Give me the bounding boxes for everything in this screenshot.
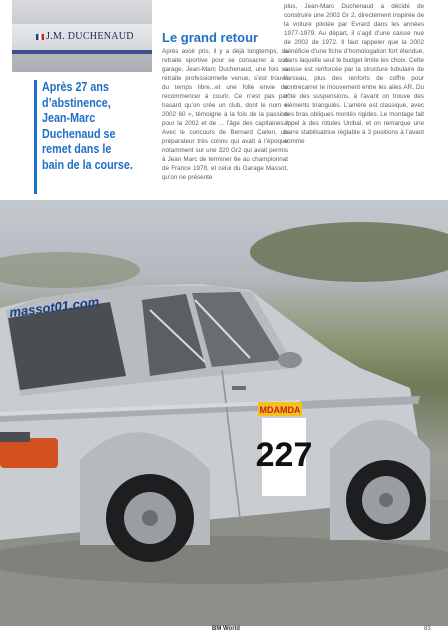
main-photo [0, 200, 448, 626]
pull-quote: Après 27 ans d’abstinence, Jean-Marc Duchenaud se remet dans le bain de la course. [42, 80, 133, 172]
inset-photo [12, 0, 152, 72]
race-number: 227 [255, 436, 313, 474]
french-flag-icon [36, 34, 44, 40]
magazine-brand: BM World [212, 626, 240, 632]
article-column-1: Après avoir pris, il y a déjà longtemps, sa retraite sportive pour se consacrer à son garage, Jean-Marc Duchenaud, une fois sa retraite professionnelle venue, s’est trouvé du temps libre...et une folle envie de recommencer à courir. Ce n’est pas par hasard qu’on crée un club, dont le nom « 2002 60 », témoigne à la fois de la passion pour la 2002 et de ... l’âge des capitaines ! Avec le concours de Bernard Callen, un préparateur très connu qui avait à l’époque notamment sur une 320 Gr2 qui avait permis à Jean Marc de terminer 6e au championnat de France 1978, et celui du Garage Massot, qu’on ne présente [162, 48, 288, 181]
sponsor-plate: MDAMDA [259, 405, 301, 415]
inset-door-stripe [12, 50, 152, 54]
inset-driver-name: J.M. DUCHENAUD [46, 31, 134, 42]
page-number: 83 [424, 626, 431, 632]
article-column-2: plus, Jean-Marc Duchenaud a décidé de construire une 2002 Gr 2, directement inspirée de la voiture pilotée par Evrard dans les années 1977-1979. Au départ, il s’agit d’une caisse nue de 2002 de 1972. Il faut rappeler que la 2002 bénéficie d’une fiche d’homologation fort étendue, dans laquelle seul le budget limite les choix. Cette caisse est renforcée par la structure tubulaire de l’arceau, plus des renforts de coffre pour contrecarrer le mouvement entre les ailes AR. Du côté des suspensions, à l’avant on trouve des éléments triangulés. L’amère est classique, avec des bras obliques montés rigides. Le montage fait appel à des rotules Unibal, et on remarque une barre stabilisatrice réglable à 3 positions à l’avant comme [284, 3, 424, 145]
race-car-illustration [0, 200, 448, 626]
section-heading: Le grand retour [162, 30, 259, 45]
windshield-banner: massot01.com [8, 294, 101, 320]
pull-quote-bar [34, 80, 37, 194]
